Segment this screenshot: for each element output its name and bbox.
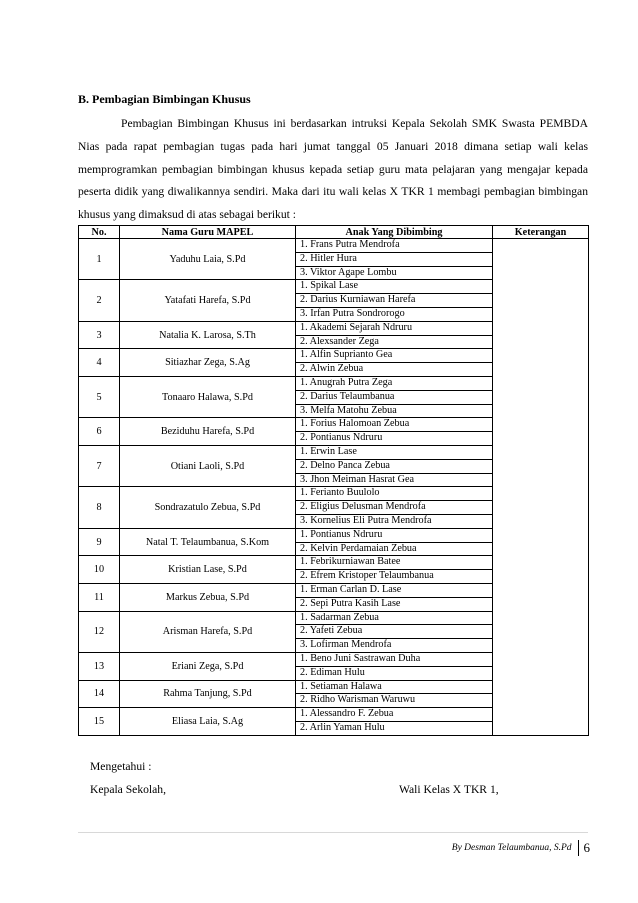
- intro-paragraph: [78, 113, 588, 227]
- cell-no: 11: [79, 583, 120, 611]
- table-header-row: [79, 226, 589, 239]
- cell-anak: [296, 708, 493, 736]
- cell-anak: [296, 445, 493, 486]
- cell-keterangan: [493, 239, 589, 736]
- cell-guru: Natal T. Telaumbanua, S.Kom: [120, 528, 296, 556]
- header-no: No.: [79, 226, 120, 239]
- cell-anak: [296, 556, 493, 584]
- student-name: 1. Alfin Suprianto Gea: [296, 349, 492, 363]
- student-name: 2. Darius Kurniawan Harefa: [296, 294, 492, 308]
- student-name: 3. Lofirman Mendrofa: [300, 639, 392, 651]
- cell-no: 1: [79, 239, 120, 280]
- footer-separator: [578, 840, 579, 856]
- student-name: 1. Spikal Lase: [296, 280, 492, 294]
- page-number: 6: [583, 840, 590, 855]
- student-name: 2. Kelvin Perdamaian Zebua: [300, 542, 417, 554]
- student-name: 2. Alexsander Zega: [300, 335, 379, 347]
- cell-guru: Eriani Zega, S.Pd: [120, 652, 296, 680]
- kepala-sekolah-label: Kepala Sekolah,: [90, 783, 166, 796]
- cell-guru: Otiani Laoli, S.Pd: [120, 445, 296, 486]
- cell-no: 8: [79, 487, 120, 528]
- cell-guru: Tonaaro Halawa, S.Pd: [120, 376, 296, 417]
- cell-guru: Eliasa Laia, S.Ag: [120, 708, 296, 736]
- intro-paragraph-text: Pembagian Bimbingan Khusus ini berdasarkan intruksi Kepala Sekolah SMK Swasta PEMBDA Nias pada rapat pembagian tugas pada hari jumat tanggal 05 Januari 2018 dimana setiap wali kelas memprogramkan pembagian bimbingan khusus kepada setiap guru mata pelajaran yang mengajar kepada peserta didik yang diwalikannya sendiri. Maka dari itu wali kelas X TKR 1 membagi pembagian bimbingan khusus yang dimaksud di atas sebagai berikut :: [78, 117, 588, 222]
- cell-guru: Kristian Lase, S.Pd: [120, 556, 296, 584]
- guidance-table: [78, 225, 589, 736]
- student-name: 1. Sadarman Zebua: [296, 612, 492, 626]
- cell-no: 2: [79, 280, 120, 321]
- cell-anak: [296, 418, 493, 446]
- student-name: 3. Kornelius Eli Putra Mendrofa: [300, 514, 432, 526]
- mengetahui-label: Mengetahui :: [90, 760, 152, 773]
- cell-no: 12: [79, 611, 120, 652]
- student-name: 1. Ferianto Buulolo: [296, 487, 492, 501]
- student-name: 2. Ridho Warisman Waruwu: [300, 694, 416, 706]
- student-name: 1. Erman Carlan D. Lase: [296, 584, 492, 598]
- cell-guru: Yatafati Harefa, S.Pd: [120, 280, 296, 321]
- student-name: 2. Arlin Yaman Hulu: [300, 721, 385, 733]
- student-name: 2. Delno Panca Zebua: [296, 460, 492, 474]
- cell-anak: [296, 583, 493, 611]
- cell-anak: [296, 321, 493, 349]
- cell-anak: [296, 280, 493, 321]
- student-name: 1. Febrikurniawan Batee: [296, 556, 492, 570]
- cell-guru: Rahma Tanjung, S.Pd: [120, 680, 296, 708]
- cell-anak: [296, 611, 493, 652]
- header-keterangan: Keterangan: [493, 226, 589, 239]
- cell-anak: [296, 652, 493, 680]
- student-name: 2. Yafeti Zebua: [296, 625, 492, 639]
- student-name: 2. Darius Telaumbanua: [296, 391, 492, 405]
- cell-no: 10: [79, 556, 120, 584]
- student-name: 2. Ediman Hulu: [300, 666, 365, 678]
- cell-no: 13: [79, 652, 120, 680]
- cell-guru: Natalia K. Larosa, S.Th: [120, 321, 296, 349]
- page-footer: [452, 840, 590, 856]
- student-name: 1. Forius Halomoan Zebua: [296, 418, 492, 432]
- cell-no: 4: [79, 349, 120, 377]
- student-name: 1. Erwin Lase: [296, 446, 492, 460]
- cell-guru: Sondrazatulo Zebua, S.Pd: [120, 487, 296, 528]
- cell-no: 3: [79, 321, 120, 349]
- student-name: 3. Irfan Putra Sondrorogo: [300, 307, 405, 319]
- cell-anak: [296, 528, 493, 556]
- cell-no: 7: [79, 445, 120, 486]
- student-name: 1. Beno Juni Sastrawan Duha: [296, 653, 492, 667]
- student-name: 2. Sepi Putra Kasih Lase: [300, 597, 401, 609]
- student-name: 2. Pontianus Ndruru: [300, 432, 383, 444]
- header-guru: Nama Guru MAPEL: [120, 226, 296, 239]
- cell-no: 5: [79, 376, 120, 417]
- cell-no: 15: [79, 708, 120, 736]
- cell-anak: [296, 376, 493, 417]
- cell-no: 6: [79, 418, 120, 446]
- student-name: 2. Efrem Kristoper Telaumbanua: [300, 570, 434, 582]
- student-name: 1. Frans Putra Mendrofa: [296, 239, 492, 253]
- cell-guru: Yaduhu Laia, S.Pd: [120, 239, 296, 280]
- student-name: 1. Alessandro F. Zebua: [296, 708, 492, 722]
- table-row: [79, 239, 589, 280]
- footer-divider: [78, 832, 588, 833]
- cell-anak: [296, 680, 493, 708]
- section-heading: B. Pembagian Bimbingan Khusus: [78, 92, 251, 106]
- cell-guru: Beziduhu Harefa, S.Pd: [120, 418, 296, 446]
- student-name: 3. Melfa Matohu Zebua: [300, 404, 397, 416]
- table-body: [79, 239, 589, 736]
- cell-guru: Markus Zebua, S.Pd: [120, 583, 296, 611]
- student-name: 1. Pontianus Ndruru: [296, 529, 492, 543]
- student-name: 1. Akademi Sejarah Ndruru: [296, 322, 492, 336]
- cell-no: 14: [79, 680, 120, 708]
- cell-guru: Arisman Harefa, S.Pd: [120, 611, 296, 652]
- cell-anak: [296, 349, 493, 377]
- cell-anak: [296, 239, 493, 280]
- cell-no: 9: [79, 528, 120, 556]
- student-name: 2. Eligius Delusman Mendrofa: [296, 501, 492, 515]
- header-anak: Anak Yang Dibimbing: [296, 226, 493, 239]
- cell-anak: [296, 487, 493, 528]
- student-name: 3. Viktor Agape Lombu: [300, 266, 397, 278]
- student-name: 3. Jhon Meiman Hasrat Gea: [300, 473, 415, 485]
- student-name: 2. Alwin Zebua: [300, 363, 364, 375]
- footer-author: By Desman Telaumbanua, S.Pd: [451, 843, 572, 853]
- student-name: 1. Setiaman Halawa: [296, 681, 492, 695]
- student-name: 1. Anugrah Putra Zega: [296, 377, 492, 391]
- wali-kelas-label: Wali Kelas X TKR 1,: [399, 783, 499, 796]
- student-name: 2. Hitler Hura: [296, 253, 492, 267]
- cell-guru: Sitiazhar Zega, S.Ag: [120, 349, 296, 377]
